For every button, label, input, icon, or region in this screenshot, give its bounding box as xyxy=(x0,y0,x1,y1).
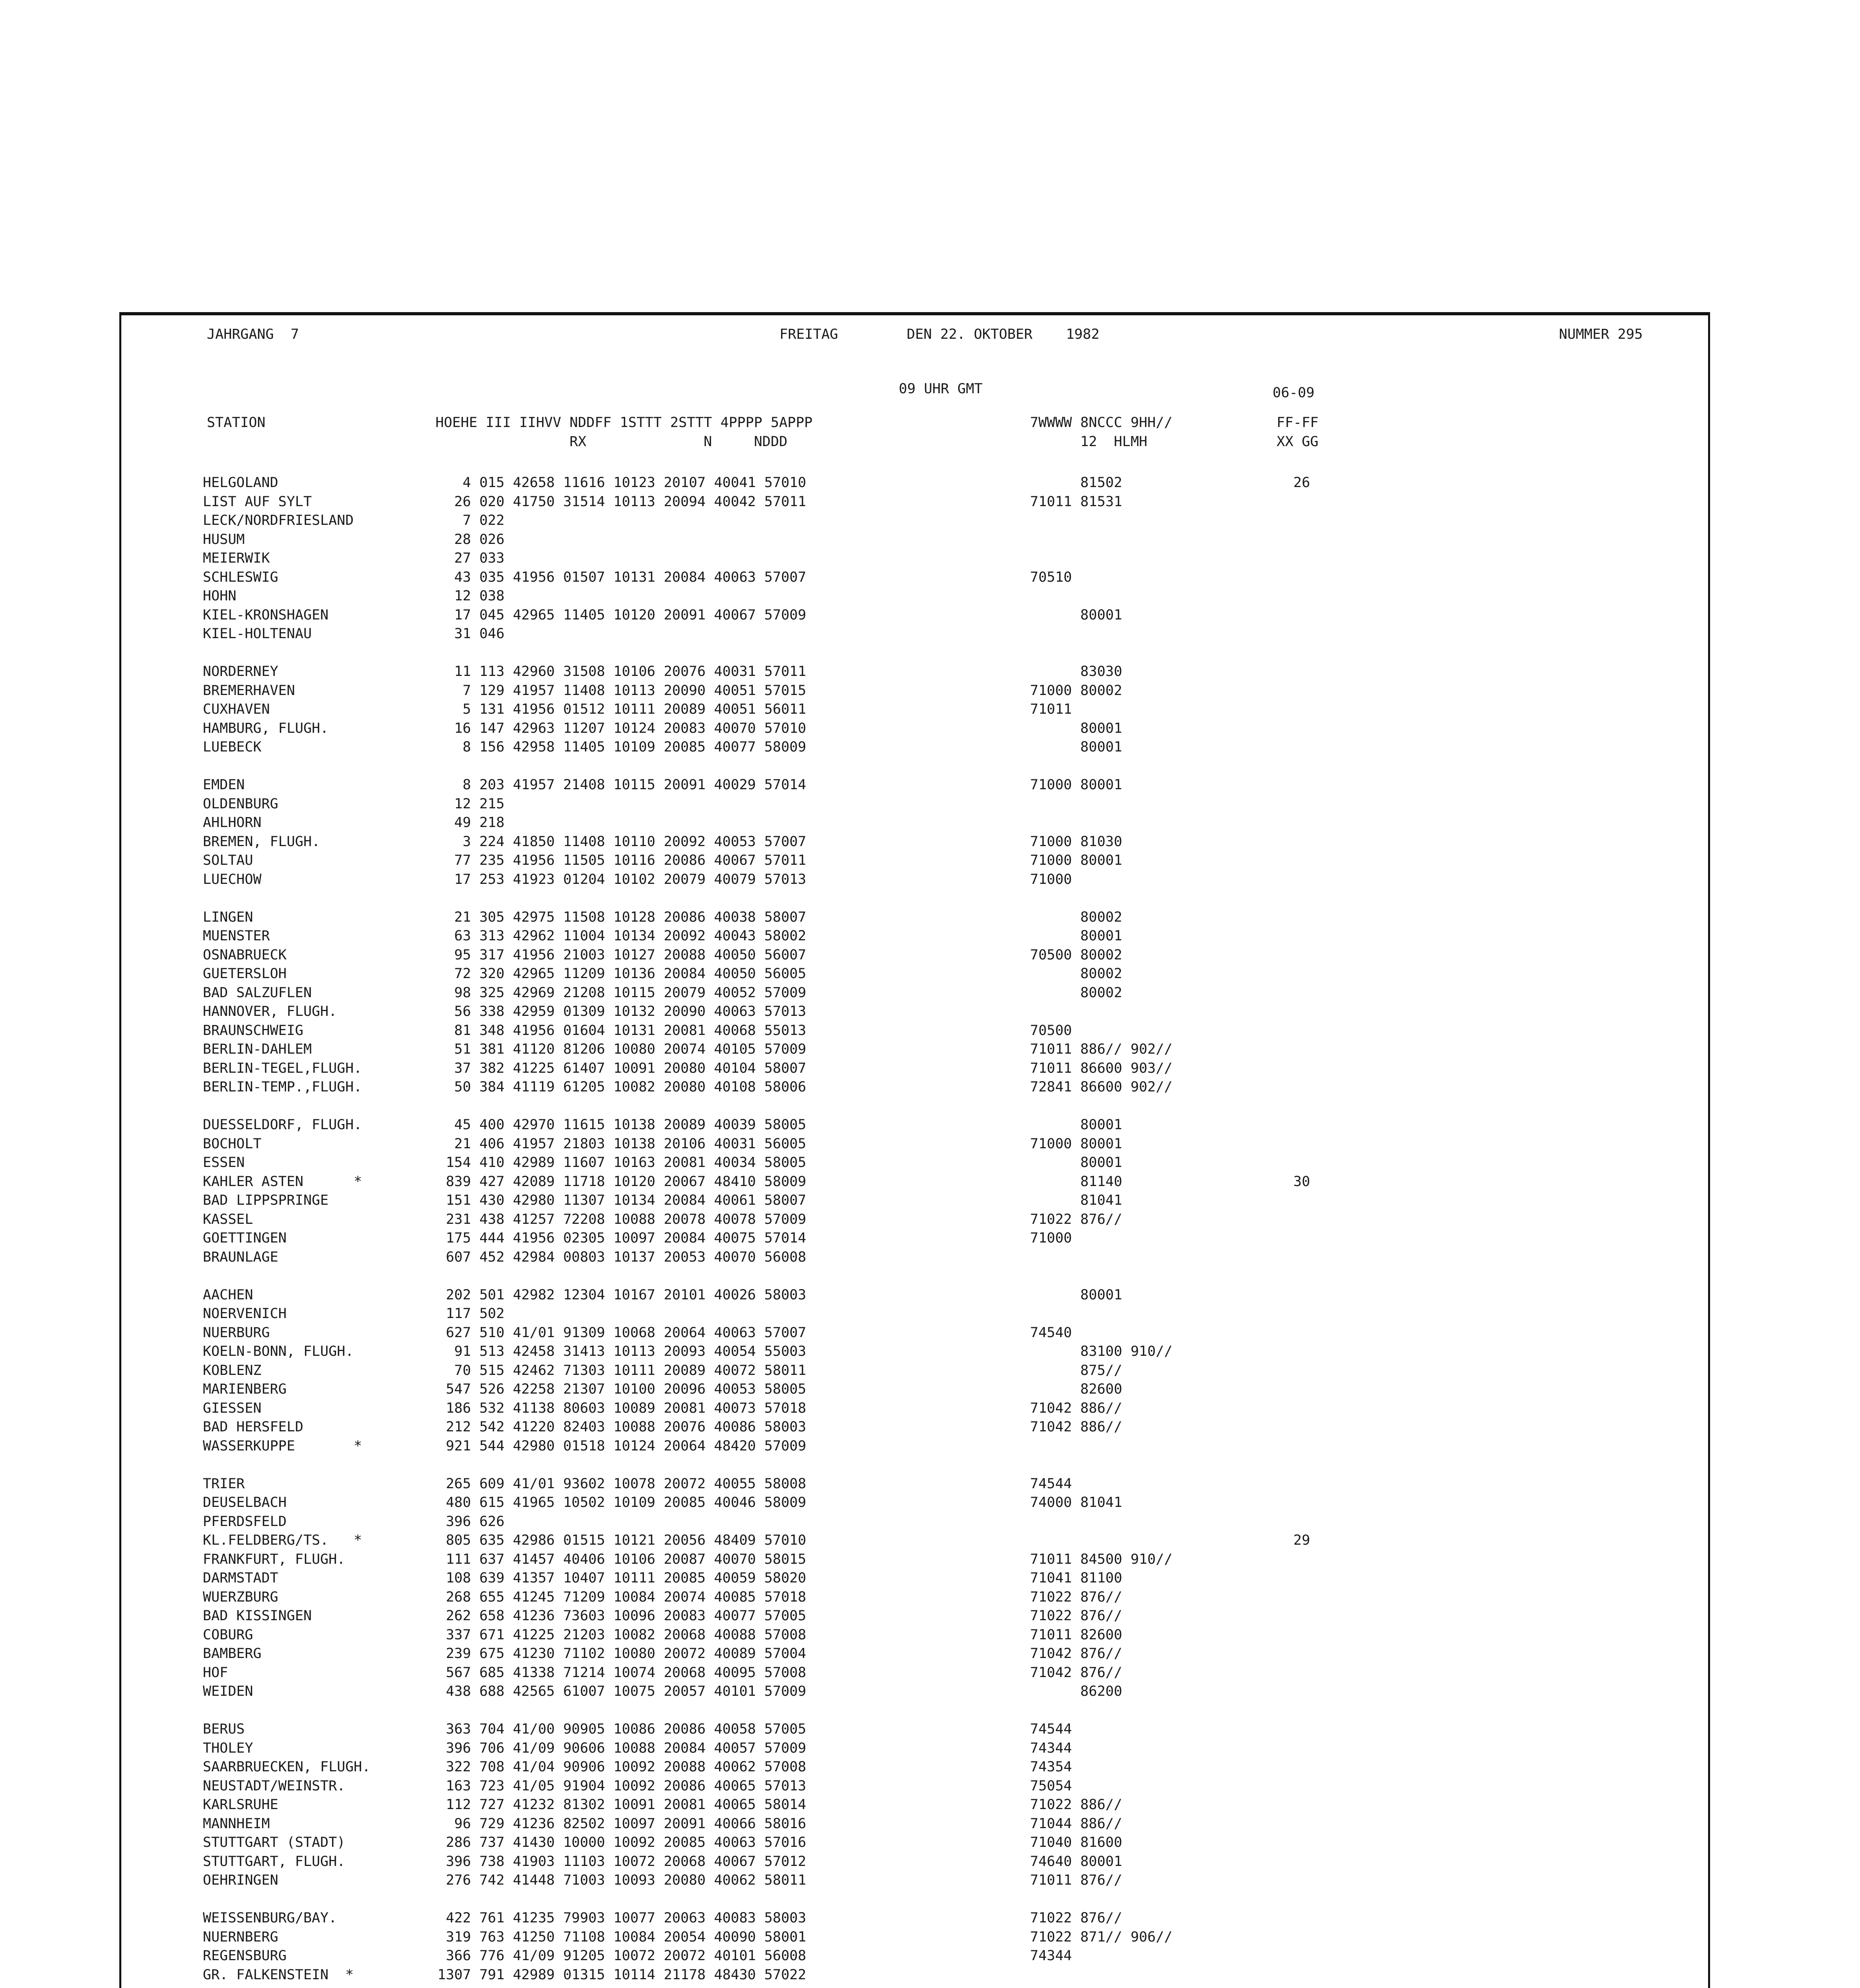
cell-w: 71011 xyxy=(1030,701,1072,717)
cell-data: 921 544 42980 01518 10124 20064 48420 57009 xyxy=(437,1438,807,1454)
cell-data: 163 723 41/05 91904 10092 20086 40065 57013 xyxy=(437,1778,807,1794)
cell-name: OEHRINGEN xyxy=(203,1872,278,1888)
cell-w: 80001 xyxy=(1030,1287,1122,1303)
cell-data: 12 038 xyxy=(437,588,505,604)
cell-data: 17 045 42965 11405 10120 20091 40067 57009 xyxy=(437,607,807,623)
cell-w: 80001 xyxy=(1030,720,1122,736)
cell-data: 186 532 41138 80603 10089 20081 40073 57018 xyxy=(437,1400,807,1416)
cell-w: 80001 xyxy=(1030,1155,1122,1171)
cell-w: 71042 876// xyxy=(1030,1646,1122,1662)
cell-data: 154 410 42989 11607 10163 20081 40034 58005 xyxy=(437,1155,807,1171)
cell-w: 71011 876// xyxy=(1030,1872,1122,1888)
cell-name: BAD SALZUFLEN xyxy=(203,984,312,1001)
cell-w: 71000 xyxy=(1030,1230,1072,1246)
cell-name: AACHEN xyxy=(203,1287,253,1303)
cell-name: COBURG xyxy=(203,1627,253,1643)
cell-data: 3 224 41850 11408 10110 20092 40053 57007 xyxy=(437,833,807,850)
cell-data: 8 156 42958 11405 10109 20085 40077 58009 xyxy=(437,739,807,755)
cell-data: 31 046 xyxy=(437,626,505,642)
cell-name: BAD KISSINGEN xyxy=(203,1608,312,1624)
cell-w: 80001 xyxy=(1030,928,1122,944)
cell-name: BREMEN, FLUGH. xyxy=(203,833,321,850)
cell-name: HANNOVER, FLUGH. xyxy=(203,1004,337,1019)
cell-data: 7 022 xyxy=(437,513,505,528)
cell-name: BERUS xyxy=(203,1721,245,1737)
cell-data: 72 320 42965 11209 10136 20084 40050 56005 xyxy=(437,966,807,982)
cell-data: 28 026 xyxy=(437,531,505,547)
column-header-weather: 7WWWW 8NCCC 9HH// 12 HLMH xyxy=(1030,415,1173,450)
cell-data: 839 427 42089 11718 10120 20067 48410 58009 xyxy=(437,1173,807,1190)
cell-name: LUECHOW xyxy=(203,871,262,887)
cell-data: 438 688 42565 61007 10075 20057 40101 57009 xyxy=(437,1683,807,1699)
cell-data: 7 129 41957 11408 10113 20090 40051 57015 xyxy=(437,682,807,699)
cell-w: 75054 xyxy=(1030,1778,1072,1794)
cell-name: BERLIN-DAHLEM xyxy=(203,1041,312,1057)
cell-name: LINGEN xyxy=(203,909,253,925)
cell-w: 71000 80001 xyxy=(1030,777,1122,793)
cell-data: 70 515 42462 71303 10111 20089 40072 58011 xyxy=(437,1362,807,1378)
column-header-station: STATION xyxy=(207,415,266,431)
cell-name: HOHN xyxy=(203,588,237,604)
cell-data: 50 384 41119 61205 10082 20080 40108 58006 xyxy=(437,1079,807,1095)
cell-name: BREMERHAVEN xyxy=(203,682,295,699)
cell-data: 77 235 41956 11505 10116 20086 40067 57011 xyxy=(437,852,807,868)
cell-data: 49 218 xyxy=(437,815,505,831)
cell-w: 71000 81030 xyxy=(1030,833,1122,850)
cell-name: DUESSELDORF, FLUGH. xyxy=(203,1117,362,1133)
cell-data: 175 444 41956 02305 10097 20084 40075 57014 xyxy=(437,1230,807,1246)
cell-w: 80001 xyxy=(1030,607,1122,623)
cell-name: KL.FELDBERG/TS. * xyxy=(203,1532,362,1548)
cell-w: 71042 876// xyxy=(1030,1664,1122,1681)
cell-w: 70500 xyxy=(1030,1022,1072,1039)
cell-name: SAARBRUECKEN, FLUGH. xyxy=(203,1759,371,1775)
cell-w: 80001 xyxy=(1030,739,1122,755)
date-label: DEN 22. OKTOBER 1982 xyxy=(907,326,1100,342)
issue-number: NUMMER 295 xyxy=(1559,326,1643,342)
cell-w: 71022 876// xyxy=(1030,1608,1122,1624)
cell-data: 26 020 41750 31514 10113 20094 40042 57011 xyxy=(437,493,807,510)
cell-name: CUXHAVEN xyxy=(203,701,270,717)
cell-data: 319 763 41250 71108 10084 20054 40090 58001 xyxy=(437,1929,807,1945)
cell-w: 70510 xyxy=(1030,569,1072,585)
cell-data: 1307 791 42989 01315 10114 21178 48430 57022 xyxy=(437,1967,807,1983)
table-frame xyxy=(119,312,1710,1988)
cell-data: 98 325 42969 21208 10115 20079 40052 57009 xyxy=(437,984,807,1001)
cell-data: 11 113 42960 31508 10106 20076 40031 57011 xyxy=(437,664,807,679)
cell-name: KIEL-HOLTENAU xyxy=(203,626,312,642)
cell-name: KOELN-BONN, FLUGH. xyxy=(203,1343,354,1359)
cell-data: 396 706 41/09 90606 10088 20084 40057 57009 xyxy=(437,1740,807,1756)
cell-ff: 29 xyxy=(1277,1532,1310,1548)
cell-w: 72841 86600 902// xyxy=(1030,1079,1173,1095)
cell-data: 239 675 41230 71102 10080 20072 40089 57004 xyxy=(437,1646,807,1662)
cell-w: 83100 910// xyxy=(1030,1343,1173,1359)
cell-name: GOETTINGEN xyxy=(203,1230,287,1246)
cell-name: GIESSEN xyxy=(203,1400,262,1416)
weekday-label: FREITAG xyxy=(779,326,838,342)
cell-name: STUTTGART (STADT) xyxy=(203,1835,346,1850)
cell-name: KARLSRUHE xyxy=(203,1797,278,1813)
cell-data: 202 501 42982 12304 10167 20101 40026 58003 xyxy=(437,1287,807,1303)
cell-w: 74344 xyxy=(1030,1948,1072,1964)
cell-name: BERLIN-TEGEL,FLUGH. xyxy=(203,1060,362,1076)
cell-data: 108 639 41357 10407 10111 20085 40059 58020 xyxy=(437,1570,807,1586)
cell-name: HELGOLAND xyxy=(203,475,278,491)
cell-data: 112 727 41232 81302 10091 20081 40065 58014 xyxy=(437,1797,807,1813)
cell-name: BOCHOLT xyxy=(203,1136,262,1152)
cell-name: WASSERKUPPE * xyxy=(203,1438,362,1454)
cell-w: 71022 876// xyxy=(1030,1910,1122,1926)
cell-w: 81502 xyxy=(1030,475,1122,491)
cell-data: 268 655 41245 71209 10084 20074 40085 57018 xyxy=(437,1589,807,1605)
cell-name: LUEBECK xyxy=(203,739,262,755)
cell-w: 71044 886// xyxy=(1030,1815,1122,1832)
cell-name: WEIDEN xyxy=(203,1683,253,1699)
cell-data: 276 742 41448 71003 10093 20080 40062 58011 xyxy=(437,1872,807,1888)
cell-data: 27 033 xyxy=(437,550,505,566)
cell-data: 322 708 41/04 90906 10092 20088 40062 57008 xyxy=(437,1759,807,1775)
cell-data: 91 513 42458 31413 10113 20093 40054 55003 xyxy=(437,1343,807,1359)
cell-name: LECK/NORDFRIESLAND xyxy=(203,513,354,528)
cell-w: 71042 886// xyxy=(1030,1419,1122,1435)
cell-name: REGENSBURG xyxy=(203,1948,287,1964)
cell-w: 80002 xyxy=(1030,966,1122,982)
cell-name: HAMBURG, FLUGH. xyxy=(203,720,329,736)
cell-data: 51 381 41120 81206 10080 20074 40105 57009 xyxy=(437,1041,807,1057)
cell-name: NUERNBERG xyxy=(203,1929,278,1945)
cell-data: 547 526 42258 21307 10100 20096 40053 58005 xyxy=(437,1381,807,1397)
cell-data: 231 438 41257 72208 10088 20078 40078 57009 xyxy=(437,1211,807,1227)
cell-w: 81041 xyxy=(1030,1192,1122,1208)
cell-name: LIST AUF SYLT xyxy=(203,493,312,510)
cell-data: 43 035 41956 01507 10131 20084 40063 57007 xyxy=(437,569,807,585)
cell-data: 81 348 41956 01604 10131 20081 40068 55013 xyxy=(437,1022,807,1039)
cell-w: 70500 80002 xyxy=(1030,947,1122,963)
cell-data: 17 253 41923 01204 10102 20079 40079 57013 xyxy=(437,871,807,887)
cell-w: 80002 xyxy=(1030,909,1122,925)
cell-data: 567 685 41338 71214 10074 20068 40095 57008 xyxy=(437,1664,807,1681)
cell-w: 71011 82600 xyxy=(1030,1627,1122,1643)
cell-w: 74540 xyxy=(1030,1324,1072,1341)
cell-data: 63 313 42962 11004 10134 20092 40043 58002 xyxy=(437,928,807,944)
cell-w: 71011 86600 903// xyxy=(1030,1060,1173,1076)
cell-name: STUTTGART, FLUGH. xyxy=(203,1853,346,1870)
column-header-wind: FF-FF XX GG xyxy=(1277,415,1319,450)
cell-w: 71022 886// xyxy=(1030,1797,1122,1813)
cell-name: FRANKFURT, FLUGH. xyxy=(203,1551,346,1567)
cell-name: WEISSENBURG/BAY. xyxy=(203,1910,337,1926)
cell-data: 8 203 41957 21408 10115 20091 40029 57014 xyxy=(437,777,807,793)
cell-data: 286 737 41430 10000 10092 20085 40063 57016 xyxy=(437,1835,807,1850)
cell-name: BERLIN-TEMP.,FLUGH. xyxy=(203,1079,362,1095)
cell-w: 71022 876// xyxy=(1030,1589,1122,1605)
cell-name: PFERDSFELD xyxy=(203,1513,287,1530)
cell-name: MEIERWIK xyxy=(203,550,270,566)
cell-w: 875// xyxy=(1030,1362,1122,1378)
cell-name: SOLTAU xyxy=(203,852,253,868)
cell-name: ESSEN xyxy=(203,1155,245,1171)
cell-w: 80002 xyxy=(1030,984,1122,1001)
volume-label: JAHRGANG 7 xyxy=(207,326,299,342)
cell-ff: 26 xyxy=(1277,475,1310,491)
cell-name: EMDEN xyxy=(203,777,245,793)
cell-data: 212 542 41220 82403 10088 20076 40086 58003 xyxy=(437,1419,807,1435)
cell-w: 71000 80001 xyxy=(1030,1136,1122,1152)
cell-name: NOERVENICH xyxy=(203,1306,287,1322)
cell-w: 83030 xyxy=(1030,664,1122,679)
cell-name: BRAUNSCHWEIG xyxy=(203,1022,303,1039)
cell-name: SCHLESWIG xyxy=(203,569,278,585)
cell-w: 74544 xyxy=(1030,1721,1072,1737)
cell-name: GR. FALKENSTEIN * xyxy=(203,1967,354,1983)
cell-data: 5 131 41956 01512 10111 20089 40051 56011 xyxy=(437,701,807,717)
cell-w: 71011 81531 xyxy=(1030,493,1122,510)
cell-name: KASSEL xyxy=(203,1211,253,1227)
cell-name: BAMBERG xyxy=(203,1646,262,1662)
cell-data: 56 338 42959 01309 10132 20090 40063 57013 xyxy=(437,1004,807,1019)
cell-data: 12 215 xyxy=(437,796,505,812)
cell-name: BAD LIPPSPRINGE xyxy=(203,1192,329,1208)
cell-name: TRIER xyxy=(203,1475,245,1492)
cell-name: AHLHORN xyxy=(203,815,262,831)
cell-w: 71042 886// xyxy=(1030,1400,1122,1416)
cell-data: 422 761 41235 79903 10077 20063 40083 58003 xyxy=(437,1910,807,1926)
cell-data: 16 147 42963 11207 10124 20083 40070 57010 xyxy=(437,720,807,736)
cell-name: OLDENBURG xyxy=(203,796,278,812)
cell-w: 71041 81100 xyxy=(1030,1570,1122,1586)
cell-name: NUERBURG xyxy=(203,1324,270,1341)
cell-name: BRAUNLAGE xyxy=(203,1249,278,1265)
cell-w: 71000 xyxy=(1030,871,1072,887)
cell-ff: 30 xyxy=(1277,1173,1310,1190)
cell-data: 95 317 41956 21003 10127 20088 40050 56007 xyxy=(437,947,807,963)
cell-name: NEUSTADT/WEINSTR. xyxy=(203,1778,346,1794)
cell-data: 151 430 42980 11307 10134 20084 40061 58007 xyxy=(437,1192,807,1208)
cell-name: THOLEY xyxy=(203,1740,253,1756)
cell-name: HOF xyxy=(203,1664,228,1681)
cell-name: MUENSTER xyxy=(203,928,270,944)
cell-w: 74344 xyxy=(1030,1740,1072,1756)
cell-data: 396 626 xyxy=(437,1513,505,1530)
observation-time: 09 UHR GMT xyxy=(899,381,983,397)
cell-data: 4 015 42658 11616 10123 20107 40041 57010 xyxy=(437,475,807,491)
cell-w: 74640 80001 xyxy=(1030,1853,1122,1870)
cell-w: 71011 84500 910// xyxy=(1030,1551,1173,1567)
cell-name: KOBLENZ xyxy=(203,1362,262,1378)
cell-data: 262 658 41236 73603 10096 20083 40077 57005 xyxy=(437,1608,807,1624)
cell-w: 80001 xyxy=(1030,1117,1122,1133)
cell-w: 71000 80001 xyxy=(1030,852,1122,868)
cell-data: 337 671 41225 21203 10082 20068 40088 57008 xyxy=(437,1627,807,1643)
cell-w: 74000 81041 xyxy=(1030,1495,1122,1510)
cell-data: 627 510 41/01 91309 10068 20064 40063 57007 xyxy=(437,1324,807,1341)
cell-name: KIEL-KRONSHAGEN xyxy=(203,607,329,623)
cell-name: NORDERNEY xyxy=(203,664,278,679)
cell-w: 81140 xyxy=(1030,1173,1122,1190)
cell-w: 71040 81600 xyxy=(1030,1835,1122,1850)
cell-w: 82600 xyxy=(1030,1381,1122,1397)
cell-name: BAD HERSFELD xyxy=(203,1419,303,1435)
cell-data: 265 609 41/01 93602 10078 20072 40055 58008 xyxy=(437,1475,807,1492)
cell-name: OSNABRUECK xyxy=(203,947,287,963)
cell-name: DEUSELBACH xyxy=(203,1495,287,1510)
cell-name: WUERZBURG xyxy=(203,1589,278,1605)
cell-name: MANNHEIM xyxy=(203,1815,270,1832)
cell-w: 71011 886// 902// xyxy=(1030,1041,1173,1057)
cell-w: 71000 80002 xyxy=(1030,682,1122,699)
cell-data: 37 382 41225 61407 10091 20080 40104 58007 xyxy=(437,1060,807,1076)
cell-name: MARIENBERG xyxy=(203,1381,287,1397)
cell-w: 71022 876// xyxy=(1030,1211,1122,1227)
cell-data: 607 452 42984 00803 10137 20053 40070 56008 xyxy=(437,1249,807,1265)
cell-name: HUSUM xyxy=(203,531,245,547)
cell-data: 21 406 41957 21803 10138 20106 40031 56005 xyxy=(437,1136,807,1152)
cell-w: 74544 xyxy=(1030,1475,1072,1492)
cell-w: 71022 871// 906// xyxy=(1030,1929,1173,1945)
cell-data: 21 305 42975 11508 10128 20086 40038 58007 xyxy=(437,909,807,925)
cell-name: DARMSTADT xyxy=(203,1570,278,1586)
cell-data: 111 637 41457 40406 10106 20087 40070 58015 xyxy=(437,1551,807,1567)
cell-data: 96 729 41236 82502 10097 20091 40066 58016 xyxy=(437,1815,807,1832)
column-header-main: HOEHE III IIHVV NDDFF 1STTT 2STTT 4PPPP 5APPP RX N NDDD xyxy=(435,415,813,450)
cell-name: GUETERSLOH xyxy=(203,966,287,982)
cell-w: 86200 xyxy=(1030,1683,1122,1699)
period-label: 06-09 xyxy=(1273,385,1315,401)
cell-w: 74354 xyxy=(1030,1759,1072,1775)
cell-data: 396 738 41903 11103 10072 20068 40067 57012 xyxy=(437,1853,807,1870)
cell-data: 117 502 xyxy=(437,1306,505,1322)
cell-data: 480 615 41965 10502 10109 20085 40046 58009 xyxy=(437,1495,807,1510)
cell-name: KAHLER ASTEN * xyxy=(203,1173,362,1190)
cell-data: 366 776 41/09 91205 10072 20072 40101 56008 xyxy=(437,1948,807,1964)
cell-data: 805 635 42986 01515 10121 20056 48409 57010 xyxy=(437,1532,807,1548)
cell-data: 363 704 41/00 90905 10086 20086 40058 57005 xyxy=(437,1721,807,1737)
cell-data: 45 400 42970 11615 10138 20089 40039 58005 xyxy=(437,1117,807,1133)
